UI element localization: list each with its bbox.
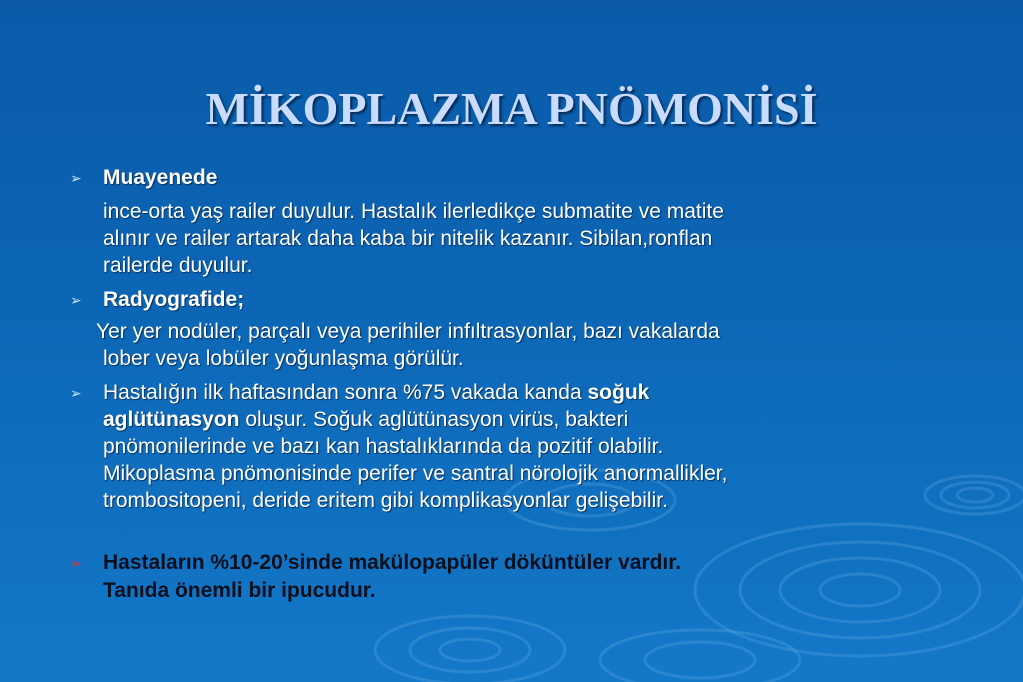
item-text-line: trombositopeni, deride eritem gibi komplikasyonlar gelişebilir.: [103, 489, 668, 512]
item-heading-muayenede: Muayenede: [103, 166, 218, 189]
item-text-line: pnömonilerinde ve bazı kan hastalıklarında da pozitif olabilir.: [103, 435, 664, 458]
item-text-line: [103, 407, 628, 433]
text-segment: oluşur. Soğuk aglütünasyon virüs, bakteri: [239, 408, 629, 431]
item-text-line: [103, 380, 649, 406]
item-text-line: ince-orta yaş railer duyulur. Hastalık ilerledikçe submatite ve matite: [103, 200, 724, 223]
item-text-line: Hastaların %10-20’sinde makülopapüler döküntüler vardır.: [103, 551, 682, 574]
text-segment: Hastalığın ilk haftasından sonra %75 vakada kanda: [103, 381, 588, 404]
bullet-arrow-icon: ➢: [70, 385, 82, 401]
item-text-line: alınır ve railer artarak daha kaba bir nitelik kazanır. Sibilan,ronflan: [103, 227, 713, 250]
emphasis-text: soğuk: [587, 381, 650, 404]
bullet-arrow-icon: ➢: [70, 170, 82, 186]
item-text-line: lober veya lobüler yoğunlaşma görülür.: [103, 347, 464, 370]
slide-title: MİKOPLAZMA PNÖMONİSİ: [205, 83, 818, 134]
item-text-line: Yer yer nodüler, parçalı veya perihiler infıltrasyonlar, bazı vakalarda: [96, 320, 720, 343]
bullet-arrow-icon: ➢: [70, 292, 82, 308]
emphasis-text: aglütünasyon: [103, 408, 240, 431]
item-text-line: Tanıda önemli bir ipucudur.: [103, 579, 376, 602]
item-text-line: railerde duyulur.: [103, 254, 253, 277]
item-heading-radyografide: Radyografide;: [103, 288, 245, 311]
bullet-arrow-icon-red: ➢: [70, 555, 82, 571]
item-text-line: Mikoplasma pnömonisinde perifer ve santral nörolojik anormallikler,: [103, 462, 728, 485]
